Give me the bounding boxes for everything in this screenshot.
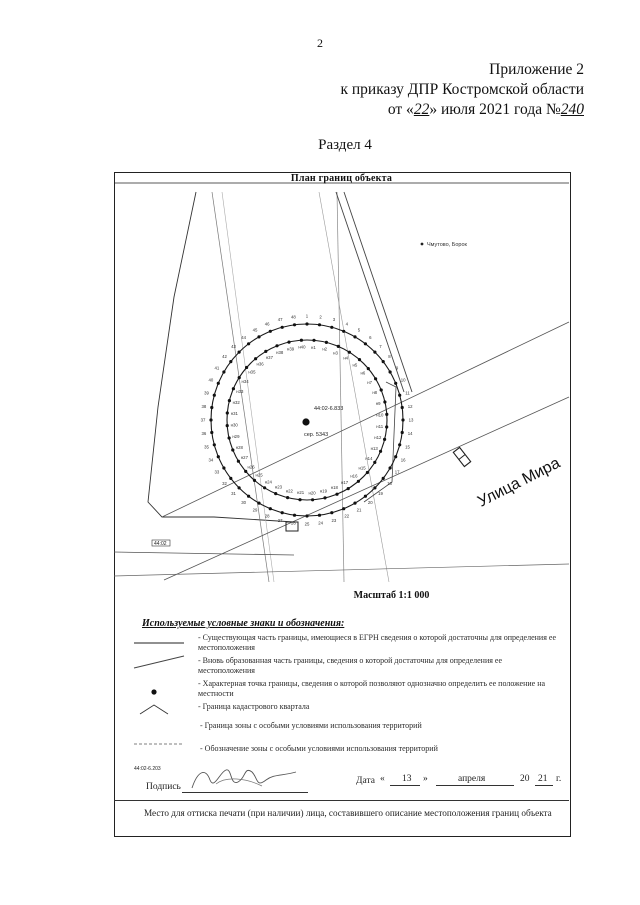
boundary-point	[287, 341, 290, 344]
page-number: 2	[317, 36, 323, 50]
boundary-point	[342, 507, 345, 510]
boundary-point-label: 23	[331, 518, 337, 523]
boundary-point-label: 24	[318, 520, 323, 526]
boundary-point	[293, 323, 296, 326]
boundary-point	[231, 448, 234, 451]
boundary-point-icon	[151, 689, 156, 694]
boundary-point-label: 42	[222, 354, 227, 360]
boundary-point-label: 45	[252, 327, 258, 333]
boundary-point-label: 15	[405, 444, 410, 450]
appendix-line3	[294, 100, 584, 120]
boundary-point-label: 44	[241, 335, 247, 340]
boundary-point	[342, 330, 345, 333]
boundary-point	[323, 496, 326, 499]
parcel-label: сер. 5343	[304, 432, 329, 438]
boundary-point	[335, 493, 338, 496]
boundary-point	[281, 511, 284, 514]
boundary-point-label: н19	[319, 488, 327, 494]
boundary-point-label: 11	[405, 390, 410, 396]
boundary-point-label: н36	[256, 361, 264, 367]
boundary-point	[264, 350, 267, 353]
boundary-point	[305, 322, 308, 325]
boundary-point	[232, 387, 235, 390]
boundary-point	[312, 339, 315, 342]
boundary-point	[348, 351, 351, 354]
boundary-point	[401, 431, 404, 434]
boundary-point-label: н39	[287, 346, 295, 352]
legend-item-zone-boundary: - Граница зоны с особыми условиями использования территорий	[200, 721, 422, 730]
boundary-point	[263, 486, 266, 489]
boundary-point-label: 7	[379, 344, 382, 349]
footer-divider	[114, 800, 569, 801]
boundary-point	[325, 341, 328, 344]
object-center-icon	[302, 418, 309, 425]
object-number: 44:02-6.833	[314, 406, 344, 412]
boundary-point	[364, 495, 367, 498]
street-label: Улица Мира	[475, 454, 563, 511]
legend-item-cadastral-quarter: - Граница кадастрового квартала	[198, 702, 310, 711]
boundary-point-label: 2	[319, 314, 322, 320]
boundary-point-label: н3	[333, 350, 338, 356]
boundary-point-label: 29	[252, 507, 258, 513]
boundary-point-label: 16	[400, 457, 406, 463]
boundary-point	[311, 498, 314, 501]
survey-line-4	[319, 192, 389, 582]
boundary-point-label: 5	[357, 327, 361, 333]
road-edge-1	[336, 192, 404, 392]
survey-line-3	[222, 192, 274, 582]
boundary-point-label: 40	[208, 377, 214, 383]
signature-label: Подпись	[146, 782, 181, 792]
boundary-point-label: н9	[375, 401, 381, 407]
boundary-point-label: 32	[222, 480, 227, 486]
boundary-point-label: 27	[277, 518, 283, 523]
boundary-point	[373, 351, 376, 354]
order-day: 22	[413, 101, 430, 118]
boundary-point-label: н18	[330, 485, 338, 491]
boundary-point-label: 26	[291, 520, 296, 526]
boundary-point	[385, 425, 388, 428]
legend-title: Используемые условные знаки и обозначения:	[142, 618, 345, 629]
boundary-point	[300, 339, 303, 342]
date-label: Дата	[356, 776, 375, 786]
date-month: апреля	[458, 774, 486, 784]
boundary-point	[383, 438, 386, 441]
boundary-point-label: н8	[372, 390, 378, 396]
boundary-point-label: н1	[311, 344, 316, 350]
boundary-point-label: 1	[305, 313, 309, 319]
boundary-point-label: 21	[356, 507, 362, 513]
building-icon	[453, 447, 470, 466]
boundary-plan-sheet	[114, 172, 582, 848]
boundary-point-label: 46	[264, 321, 270, 327]
boundary-point-label: н6	[360, 370, 366, 376]
boundary-point	[228, 399, 231, 402]
boundary-point	[379, 450, 382, 453]
boundary-point-label: 34	[208, 457, 214, 463]
boundary-point	[382, 477, 385, 480]
date-middle: » июля 2021 года №	[429, 101, 561, 118]
boundary-point	[389, 370, 392, 373]
boundary-point-label: н13	[370, 446, 378, 451]
boundary-point	[318, 514, 321, 517]
legend-symbols	[132, 634, 188, 774]
date-year-unit: г.	[556, 774, 562, 784]
village-label: Чмутово, Борок	[427, 242, 467, 248]
date-day: 13	[402, 774, 412, 784]
street-edge-south-2	[114, 564, 569, 576]
appendix-line2: к приказу ДПР Костромской области	[340, 81, 584, 98]
boundary-point-label: 35	[204, 444, 209, 450]
boundary-point	[226, 411, 229, 414]
boundary-point-label: н12	[374, 435, 382, 441]
boundary-point-label: 9	[395, 365, 399, 371]
boundary-point-label: 10	[400, 377, 406, 383]
date-day-line	[390, 785, 420, 786]
legend-item-zone-designation: - Обозначение зоны с особыми условиями использования территорий	[200, 744, 438, 753]
boundary-point-label: 37	[200, 417, 206, 423]
boundary-point	[247, 495, 250, 498]
street-edge-west	[114, 552, 294, 555]
boundary-point-label: 19	[378, 491, 383, 496]
boundary-point	[247, 342, 250, 345]
date-year-prefix: 20	[520, 774, 530, 784]
boundary-point-label: н14	[365, 456, 373, 462]
boundary-point	[305, 514, 308, 517]
date-prefix: от «	[387, 101, 414, 118]
boundary-point-label: 25	[304, 521, 310, 527]
boundary-point-label: н26	[247, 464, 255, 470]
boundary-point-label: 13	[408, 417, 414, 423]
boundary-point	[353, 335, 356, 338]
boundary-point	[209, 418, 212, 421]
boundary-point-label: 33	[214, 469, 220, 475]
boundary-point-label: 4	[345, 321, 348, 327]
boundary-point	[367, 367, 370, 370]
boundary-point-label: 17	[394, 469, 400, 475]
side-code: 44:02	[154, 541, 167, 547]
boundary-point	[210, 406, 213, 409]
boundary-point	[238, 486, 241, 489]
boundary-point	[222, 370, 225, 373]
boundary-point	[364, 342, 367, 345]
boundary-point-label: 20	[367, 500, 373, 505]
boundary-point	[330, 326, 333, 329]
boundary-point-label: 3	[332, 317, 336, 322]
boundary-point-label: 43	[231, 344, 236, 349]
boundary-point-label: н32	[232, 399, 240, 405]
boundary-point-label: н7	[367, 379, 372, 385]
plan-title: План границ объекта	[290, 173, 393, 184]
boundary-point-label: н38	[276, 349, 284, 355]
boundary-point	[274, 492, 277, 495]
boundary-point	[217, 382, 220, 385]
legend-item-boundary-point: - Характерная точка границы, сведения о которой позволяют однозначно определить ее положение на местности	[198, 679, 546, 698]
boundary-point	[253, 479, 256, 482]
boundary-point	[337, 345, 340, 348]
boundary-point-label: н34	[241, 378, 249, 384]
boundary-point-label: н40	[298, 344, 306, 350]
boundary-point	[237, 460, 240, 463]
boundary-point-label: 6	[369, 335, 372, 340]
boundary-point	[293, 514, 296, 517]
boundary-point	[389, 466, 392, 469]
boundary-point-label: 41	[214, 365, 220, 371]
boundary-point	[229, 360, 232, 363]
boundary-map	[114, 172, 582, 592]
boundary-point-label: н11	[376, 423, 384, 429]
boundary-point-label: н4	[343, 355, 349, 361]
boundary-point	[401, 418, 404, 421]
boundary-point-label: н2	[322, 346, 328, 352]
new-boundary-line-icon	[134, 656, 184, 668]
boundary-point	[228, 436, 231, 439]
boundary-point-label: 38	[201, 403, 207, 409]
boundary-point	[398, 394, 401, 397]
boundary-point-label: 18	[387, 480, 392, 486]
boundary-point-label: 28	[264, 513, 270, 519]
boundary-point	[257, 335, 260, 338]
legend-item-new-boundary: - Вновь образованная часть границы, сведения о которой достаточны для определения ее местоположения	[198, 656, 503, 675]
boundary-point	[254, 357, 257, 360]
date-year-line	[535, 785, 553, 786]
boundary-point-label: 12	[407, 403, 413, 409]
boundary-point	[238, 376, 241, 379]
boundary-point-label: н25	[255, 472, 263, 478]
boundary-point	[373, 486, 376, 489]
boundary-point	[394, 382, 397, 385]
boundary-point	[244, 470, 247, 473]
boundary-point-label: н29	[232, 433, 240, 439]
order-number: 240	[560, 101, 584, 118]
map-scale: Масштаб 1:1 000	[353, 590, 430, 601]
stamp-placeholder-note: Место для оттиска печати (при наличии) лица, составившего описание местоположения границ объекта	[144, 808, 552, 818]
boundary-point	[226, 424, 229, 427]
boundary-point-label: н17	[341, 480, 349, 486]
boundary-point-label: 31	[231, 491, 236, 496]
boundary-point-label: н33	[236, 389, 244, 394]
boundary-point	[298, 498, 301, 501]
date-year-suffix: 21	[538, 774, 548, 784]
boundary-point	[398, 443, 401, 446]
boundary-point-label: н10	[376, 412, 384, 418]
boundary-point	[275, 344, 278, 347]
boundary-point-label: н22	[285, 488, 293, 494]
boundary-point	[383, 400, 386, 403]
boundary-point	[380, 388, 383, 391]
date-close-quote: »	[423, 774, 428, 784]
boundary-point-label: 39	[204, 390, 209, 396]
boundary-point-label: н27	[240, 455, 248, 461]
boundary-point	[229, 477, 232, 480]
boundary-point-label: н20	[308, 490, 316, 496]
boundary-point	[318, 323, 321, 326]
boundary-point	[374, 377, 377, 380]
boundary-point	[269, 507, 272, 510]
village-point-icon	[421, 243, 424, 246]
boundary-point	[222, 466, 225, 469]
boundary-point-label: н24	[264, 479, 272, 485]
boundary-point	[238, 351, 241, 354]
boundary-point	[330, 511, 333, 514]
boundary-point	[385, 413, 388, 416]
boundary-point-label: 48	[291, 314, 296, 320]
boundary-point-label: 14	[407, 431, 413, 437]
boundary-point	[357, 480, 360, 483]
boundary-point-label: н16	[350, 473, 358, 479]
boundary-point-label: н30	[230, 422, 238, 428]
handwritten-signature	[186, 762, 306, 794]
date-month-line	[436, 785, 514, 786]
boundary-point	[401, 406, 404, 409]
boundary-point	[358, 358, 361, 361]
boundary-point-label: н21	[297, 490, 305, 496]
boundary-point	[347, 487, 350, 490]
zone-code-label: 44:02-6.203	[134, 766, 161, 772]
boundary-point	[213, 394, 216, 397]
boundary-point	[213, 443, 216, 446]
boundary-point	[394, 455, 397, 458]
boundary-point-label: н35	[248, 369, 256, 375]
boundary-point	[210, 431, 213, 434]
boundary-point-label: 30	[241, 500, 247, 505]
cadastral-quarter-icon	[140, 705, 168, 714]
section-title: Раздел 4	[318, 137, 372, 153]
boundary-point	[281, 326, 284, 329]
survey-line-1	[337, 192, 344, 582]
appendix-line1: Приложение 2	[489, 61, 584, 78]
date-open-quote: «	[380, 774, 385, 784]
boundary-point-label: н5	[352, 362, 358, 368]
boundary-point	[257, 502, 260, 505]
boundary-point-label: 22	[344, 513, 350, 519]
boundary-point-label: 47	[277, 317, 283, 322]
legend-item-existing-boundary: - Существующая часть границы, имеющиеся в ЕГРН сведения о которой достаточны для определения ее местоположения	[198, 633, 556, 652]
boundary-point	[353, 502, 356, 505]
boundary-point-label: 8	[388, 354, 391, 360]
boundary-point-label: н31	[230, 411, 238, 417]
boundary-point	[382, 360, 385, 363]
boundary-point-label: н23	[274, 484, 283, 490]
boundary-point-label: 36	[201, 431, 207, 437]
boundary-point-label: н37	[265, 354, 273, 360]
boundary-point	[269, 330, 272, 333]
survey-line-2	[212, 192, 269, 582]
boundary-point-label: н28	[235, 444, 243, 450]
boundary-point	[366, 471, 369, 474]
boundary-point-label: н15	[358, 465, 366, 471]
boundary-point	[373, 461, 376, 464]
boundary-point	[286, 496, 289, 499]
boundary-point	[217, 455, 220, 458]
